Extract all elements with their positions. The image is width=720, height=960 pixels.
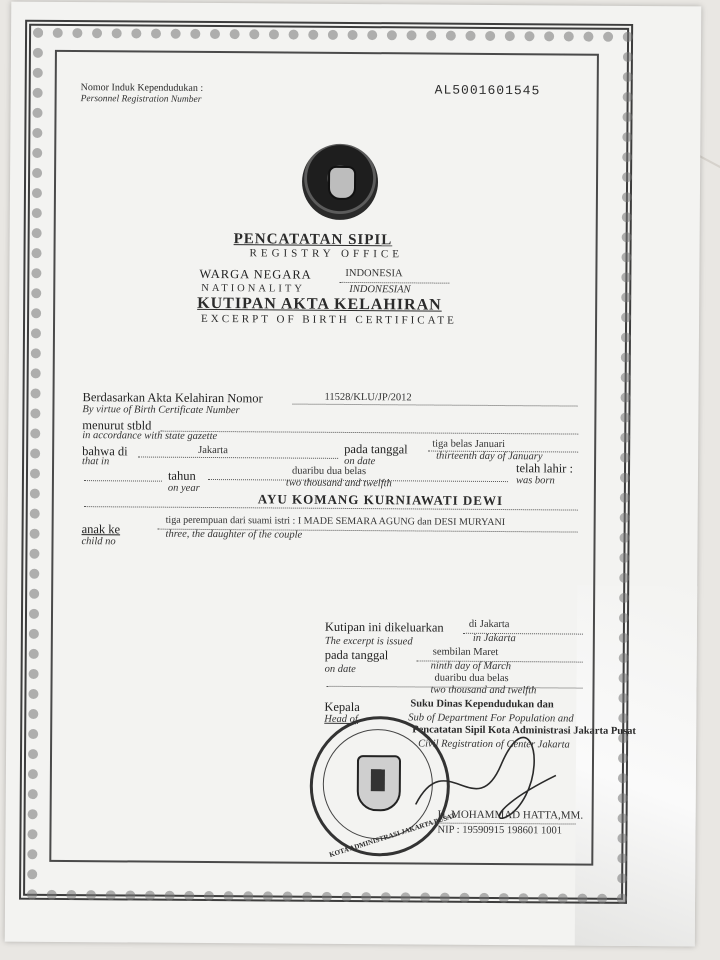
registry-office-title: PENCATATAN SIPIL	[233, 231, 393, 249]
birth-year-value-en: two thousand and twelfth	[285, 477, 392, 490]
child-order-value-en: three, the daughter of the couple	[165, 528, 303, 541]
issue-date-value-en: ninth day of March	[430, 660, 512, 673]
stbld-label: menurut stbld	[82, 418, 152, 433]
nik-label-en: Personnel Registration Number	[80, 94, 202, 105]
registry-office-title-en: REGISTRY OFFICE	[249, 247, 403, 261]
place-label: bahwa di	[82, 444, 128, 459]
birth-date-label: pada tanggal	[344, 441, 408, 457]
birth-year-label-en: on year	[167, 482, 200, 494]
office-line1-en: Sub of Department For Population and	[408, 712, 574, 725]
birth-date-value: tiga belas Januari	[432, 438, 506, 451]
birth-date-label-en: on date	[344, 455, 376, 468]
deed-number-label: Berdasarkan Akta Kelahiran Nomor	[82, 390, 263, 406]
official-nip: NIP : 19590915 198601 1001	[437, 824, 563, 837]
issue-date-label: pada tanggal	[324, 647, 389, 663]
issue-year-value-en: two thousand and twelfth	[430, 684, 537, 697]
issued-place-en: in Jakarta	[472, 632, 516, 645]
office-line2: Pencatatan Sipil Kota Administrasi Jakarta Pusat	[412, 724, 636, 737]
born-label: telah lahir :	[515, 461, 574, 476]
stamp-text: KOTA ADMINISTRASI JAKARTA PUSAT	[328, 811, 457, 860]
deed-number-value: 11528/KLU/JP/2012	[324, 391, 412, 404]
jakarta-crest-icon	[357, 755, 401, 811]
issue-date-label-en: on date	[324, 663, 356, 676]
office-line1: Suku Dinas Kependudukan dan	[410, 698, 554, 711]
issued-label-en: The excerpt is issued	[324, 635, 413, 648]
nationality-label: NATIONALITY	[201, 282, 305, 295]
birth-year-value: duaribu dua belas	[291, 465, 367, 478]
nationality-value: INDONESIAN	[349, 283, 411, 296]
child-name: AYU KOMANG KURNIAWATI DEWI	[257, 491, 504, 509]
citizenship-label: WARGA NEGARA	[199, 266, 312, 282]
stbld-label-en: in accordance with state gazette	[82, 430, 218, 443]
citizenship-value: INDONESIA	[345, 267, 403, 280]
document-title: KUTIPAN AKTA KELAHIRAN	[197, 294, 442, 314]
document-title-en: EXCERPT OF BIRTH CERTIFICATE	[201, 312, 457, 327]
head-label-en: Head of	[324, 713, 358, 726]
child-order-value: tiga perempuan dari suami istri : I MADE SEMARA AGUNG dan DESI MURYANI	[165, 514, 506, 529]
place-value: Jakarta	[198, 444, 228, 457]
issue-year-value: duaribu dua belas	[434, 672, 509, 685]
issued-place: di Jakarta	[468, 618, 510, 631]
issue-date-value: sembilan Maret	[432, 646, 499, 659]
office-line2-en: Civil Registration of Center Jakarta	[418, 738, 570, 751]
official-name: H. MOHAMMAD HATTA,MM.	[437, 808, 584, 822]
serial-number: AL5001601545	[434, 82, 541, 99]
issued-label: Kutipan ini dikeluarkan	[324, 619, 444, 635]
garuda-emblem-icon	[302, 144, 379, 221]
place-label-en: that in	[82, 456, 110, 468]
birth-certificate-paper	[5, 2, 702, 947]
deed-number-label-en: By virtue of Birth Certificate Number	[82, 404, 240, 417]
child-order-label-en: child no	[81, 536, 116, 548]
child-order-label: anak ke	[81, 522, 121, 537]
born-label-en: was born	[515, 475, 555, 487]
birth-date-value-en: thirteenth day of January	[436, 450, 543, 463]
nik-label: Nomor Induk Kependudukan :	[80, 82, 204, 94]
birth-year-label: tahun	[167, 468, 196, 483]
head-label: Kepala	[324, 699, 360, 715]
